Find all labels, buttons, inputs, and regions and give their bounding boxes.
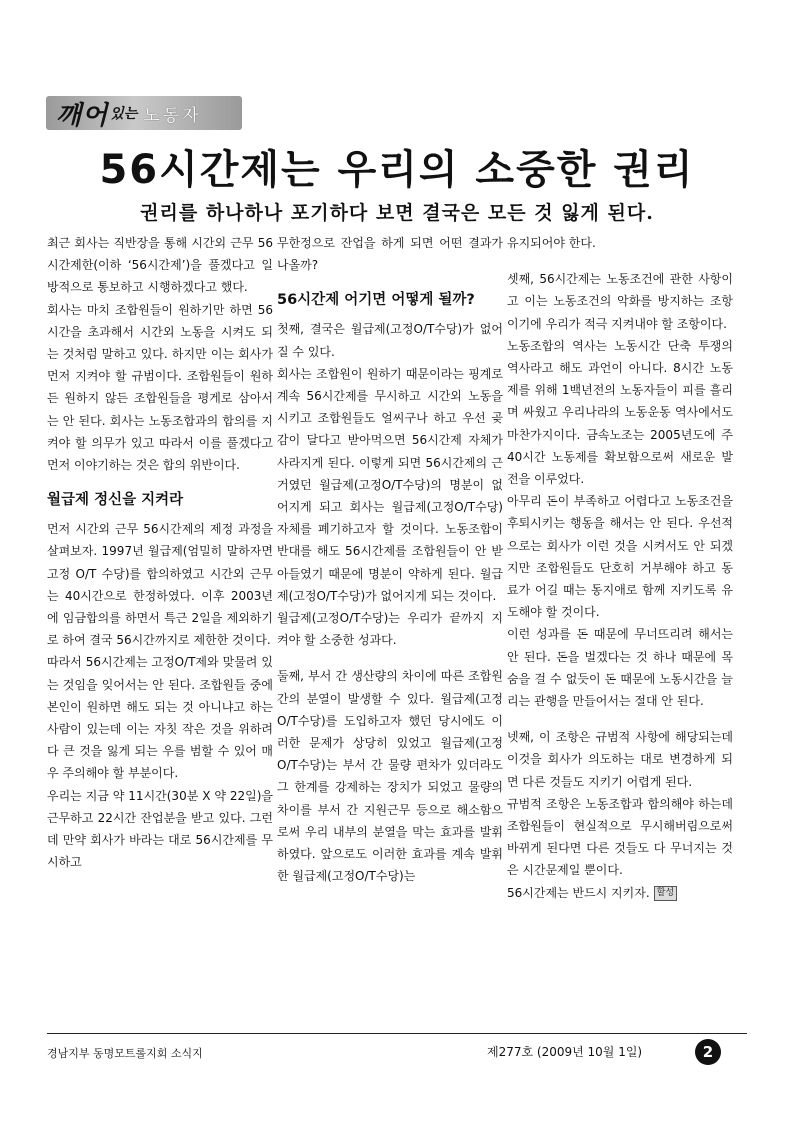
footer-issue: 제277호 (2009년 10월 1일) (487, 1045, 643, 1059)
paragraph: 회사는 조합원이 원하기 때문이라는 핑계로 계속 56시간제를 무시하고 시간외 노동을 시키고 조합원들도 얼씨구나 하고 우선 곶감이 달다고 받아먹으면 56시간제 자체가 사라지게 된다. 이렇게 되면 56시간제의 근거였던 월급제(고정O/T수당)의 명분이 없어지게 되고 회사는 월급제(고정O/T수당) 자체를 폐기하고자 할 것이다. 노동조합이 반대를 해도 56시간제를 조합원들이 안 받아들였기 때문에 명분이 약하게 된다. 월급제(고정O/T수당)가 없어지게 되는 것이다. (277, 366, 503, 603)
paragraph: 먼저 시간외 근무 56시간제의 제정 과정을 살펴보자. 1997년 월급제(엄밀히 말하자면 고정 O/T 수당)를 합의하였고 시간외 근무는 40시간으로 한정하였다. 이후 2003년에 임금합의를 하면서 특근 2일을 제외하기로 하여 결국 56시간까지로 제한한 것이다. (47, 522, 273, 648)
closing-text: 56시간제는 반드시 지키자. (507, 885, 650, 900)
paragraph: 노동조합의 역사는 노동시간 단축 투쟁의 역사라고 해도 과언이 아니다. 8시간 노동제를 위해 1백년전의 노동자들이 피를 흘리며 싸웠고 우리나라의 노동운동 역사에서도 마찬가지이다. 금속노조는 2005년도에 주 40시간 노동제를 확보함으로써 새로운 발전을 이루었다. (507, 338, 733, 487)
footer-divider (47, 1033, 747, 1034)
page-number: 2 (695, 1039, 721, 1065)
paragraph: 회사는 마치 조합원들이 원하기만 하면 56시간을 초과해서 시간외 노동을 시켜도 되는 것처럼 말하고 있다. 하지만 이는 회사가 먼저 지켜야 할 규범이다. 조합원들이 원하든 원하지 않든 조합원들을 평게로 삼아서는 안 된다. 회사는 노동조합과의 합의를 지켜야 할 의무가 있고 따라서 이를 풀겠다고 먼저 이야기하는 것은 합의 위반이다. (47, 302, 273, 473)
column-2 (277, 232, 503, 887)
paragraph: 최근 회사는 직반장을 통해 시간외 근무 56시간제한(이하 ‘56시간제’)을 풀겠다고 일방적으로 통보하고 시행하겠다고 했다. (47, 236, 273, 295)
paragraph: 따라서 56시간제는 고정O/T제와 맞물려 있는 것임을 잊어서는 안 된다. 조합원들 중에 본인이 원하면 해도 되는 것 아니냐고 하는 사람이 있는데 이는 자칫 작은 것을 위하려다 큰 것을 잃게 되는 우를 범할 수 있어 매우 주의해야 할 부분이다. (47, 655, 273, 781)
badge-part1: 깨어 (56, 100, 109, 131)
article-subtitle: 권리를 하나하나 포기하다 보면 결국은 모든 것 잃게 된다. (140, 202, 654, 224)
section-badge (46, 96, 242, 130)
author-signature: 할성 (654, 886, 677, 901)
paragraph: 월급제(고정O/T수당)는 우리가 끝까지 지켜야 할 소중한 성과다. (277, 611, 503, 648)
footer-publication: 경남지부 동명모트롤지회 소식지 (47, 1047, 203, 1060)
section-heading: 56시간제 어기면 어떻게 될까? (277, 292, 475, 309)
badge-part2: 있는 (110, 106, 138, 122)
paragraph: 넷째, 이 조항은 규범적 사항에 해당되는데 이것을 회사가 의도하는 대로 변경하게 되면 다른 것들도 지키기 어렵게 된다. (507, 730, 733, 789)
closing-paragraph (507, 882, 733, 904)
paragraph: 첫째, 결국은 월급제(고정O/T수당)가 없어질 수 있다. (277, 322, 503, 359)
paragraph: 이런 성과를 돈 때문에 무너뜨리려 해서는 안 된다. 돈을 벌겠다는 것 하나 때문에 목숨을 걸 수 없듯이 돈 때문에 노동시간을 늘리는 관행을 만들어서는 절대 안 된다. (507, 627, 733, 709)
badge-part3: 노동자 (143, 105, 202, 126)
paragraph: 규범적 조항은 노동조합과 합의해야 하는데 조합원들이 현실적으로 무시해버림으로써 바뀌게 된다면 다른 것들도 다 무너지는 것은 시간문제일 뿐이다. (507, 796, 733, 878)
section-heading: 월급제 정신을 지켜라 (47, 492, 184, 509)
column-3 (507, 232, 733, 904)
paragraph: 셋째, 56시간제는 노동조건에 관한 사항이고 이는 노동조건의 악화를 방지하는 조항이기에 우리가 적극 지켜내야 할 조항이다. (507, 272, 733, 331)
paragraph: 무한정으로 잔업을 하게 되면 어떤 결과가 나올까? (277, 236, 503, 273)
article-title: 56시간제는 우리의 소중한 권리 (99, 147, 695, 193)
column-1 (47, 232, 273, 873)
paragraph: 우리는 지금 약 11시간(30분 X 약 22일)을 근무하고 22시간 잔업분을 받고 있다. 그런데 만약 회사가 바라는 대로 56시간제를 무시하고 (47, 788, 273, 870)
paragraph: 유지되어야 한다. (507, 236, 596, 250)
paragraph: 아무리 돈이 부족하고 어렵다고 노동조건을 후퇴시키는 행동을 해서는 안 된다. 우선적으로는 회사가 이런 것을 시켜서도 안 되겠지만 조합원들도 단호히 거부해야 하고 동료가 어길 때는 동지애로 함께 지키도록 유도해야 할 것이다. (507, 494, 733, 620)
paragraph: 둘째, 부서 간 생산량의 차이에 따른 조합원 간의 분열이 발생할 수 있다. 월급제(고정O/T수당)를 도입하고자 했던 당시에도 이러한 문제가 상당히 있었고 월급제(고정O/T수당)는 부서 간 물량 편차가 있더라도 그 한계를 강제하는 장치가 되었고 물량의 차이를 부서 간 지원근무 등으로 해소함으로써 우리 내부의 분열을 막는 효과를 발휘하였다. 앞으로도 이러한 효과를 계속 발휘한 월급제(고정O/T수당)는 (277, 669, 503, 884)
